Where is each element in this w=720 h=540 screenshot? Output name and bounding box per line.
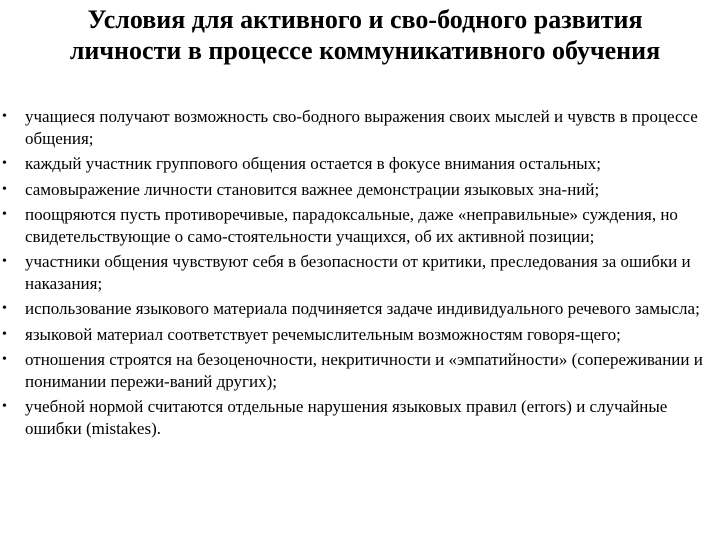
- bullet-text: каждый участник группового общения остается в фокусе внимания остальных;: [25, 154, 601, 173]
- bullet-icon: •: [2, 326, 7, 342]
- bullet-list: [0, 106, 718, 443]
- bullet-text: поощряются пусть противоречивые, парадоксальные, даже «неправильные» суждения, но свидетельствующие о само-стоятельности учащихся, об их активной позиции;: [25, 205, 678, 246]
- list-item: [0, 349, 718, 392]
- bullet-text: самовыражение личности становится важнее демонстрации языковых зна-ний;: [25, 179, 600, 199]
- bullet-text: языковой материал соответствует речемыслительным возможностям говоря-щего;: [25, 324, 621, 344]
- bullet-text: отношения строятся на безоценочности, некритичности и «эмпатийности» (сопереживании и понимании пережи-ваний других);: [25, 350, 703, 391]
- bullet-icon: •: [2, 181, 7, 197]
- bullet-text: учащиеся получают возможность сво-бодного выражения своих мыслей и чувств в процессе общения;: [25, 107, 698, 148]
- slide-title: Условия для активного и сво-бодного развития личности в процессе коммуникативного обучения: [69, 5, 661, 65]
- list-item: [0, 396, 718, 439]
- list-item: [0, 204, 718, 247]
- list-item: [0, 251, 718, 294]
- bullet-icon: •: [2, 207, 7, 222]
- bullet-icon: •: [2, 301, 7, 316]
- list-item: [0, 106, 718, 149]
- list-item: [0, 298, 718, 320]
- list-item: [0, 153, 718, 175]
- bullet-icon: •: [2, 156, 7, 171]
- bullet-text: учебной нормой считаются отдельные нарушения языковых правил (errors) и случайные ошибки (mistakes).: [25, 397, 668, 438]
- bullet-icon: •: [2, 352, 7, 367]
- list-item: [0, 179, 718, 201]
- bullet-text: использование языкового материала подчиняется задаче индивидуального речевого замысла;: [25, 299, 700, 318]
- bullet-icon: •: [2, 254, 7, 269]
- bullet-text: участники общения чувствуют себя в безопасности от критики, преследования за ошибки и наказания;: [25, 252, 691, 293]
- bullet-icon: •: [2, 399, 7, 414]
- bullet-icon: •: [2, 109, 7, 124]
- list-item: [0, 324, 718, 346]
